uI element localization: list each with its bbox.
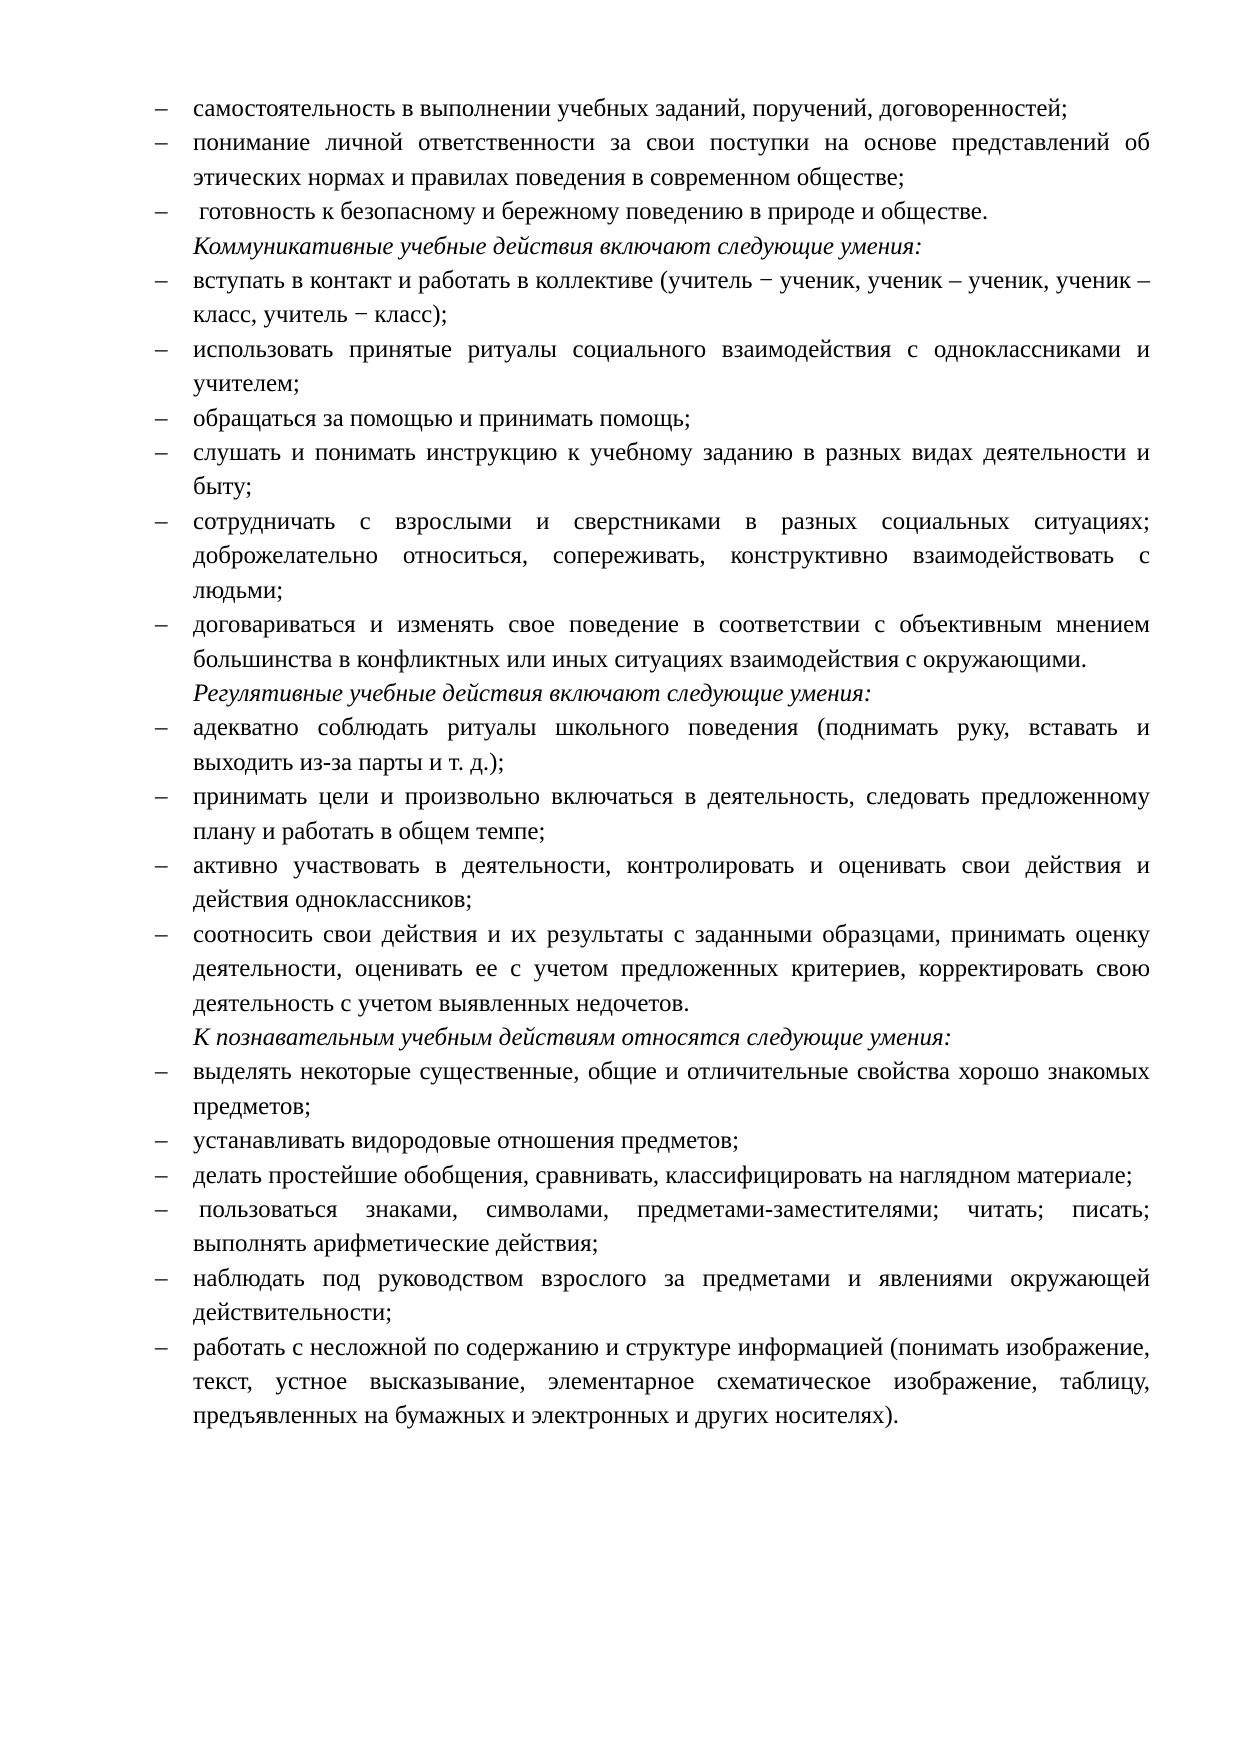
list-item bbox=[155, 711, 1150, 780]
bullet-dash: – bbox=[155, 1264, 168, 1292]
list-item-text: соотносить свои действия и их результаты с заданными образцами, принимать оценку деятельности, оценивать ее с учетом предложенных критериев, корректировать свою деятельность с учетом выявленных недочетов. bbox=[193, 920, 1150, 1017]
list-item bbox=[155, 195, 1150, 229]
bullet-dash: – bbox=[155, 507, 168, 535]
list-item-text: вступать в контакт и работать в коллективе (учитель − ученик, ученик – ученик, ученик – класс, учитель − класс); bbox=[193, 267, 1150, 329]
list-item-text: сотрудничать с взрослыми и сверстниками в разных социальных ситуациях; доброжелательно относиться, сопереживать, конструктивно взаимодействовать с людьми; bbox=[193, 507, 1150, 604]
list-item-text: устанавливать видородовые отношения предметов; bbox=[193, 1127, 740, 1155]
bullet-dash: – bbox=[155, 1196, 168, 1223]
bullet-dash: – bbox=[155, 267, 168, 295]
bullet-dash: – bbox=[155, 1333, 168, 1361]
list-item bbox=[155, 608, 1150, 677]
list-item bbox=[155, 264, 1150, 333]
list-item-text: адекватно соблюдать ритуалы школьного поведения (поднимать руку, вставать и выходить из-за парты и т. д.); bbox=[193, 714, 1150, 776]
list-item bbox=[155, 1159, 1150, 1193]
list-item-text: понимание личной ответственности за свои поступки на основе представлений об этических нормах и правилах поведения в современном обществе; bbox=[193, 129, 1150, 191]
list-item bbox=[155, 436, 1150, 505]
bullet-dash: – bbox=[155, 198, 168, 226]
list-item bbox=[155, 402, 1150, 436]
bullet-dash: – bbox=[155, 404, 168, 432]
section-heading-regulatory: Регулятивные учебные действия включают следующие умения: bbox=[193, 679, 873, 707]
bullet-dash: – bbox=[155, 129, 168, 157]
list-item-text: самостоятельность в выполнении учебных заданий, поручений, договоренностей; bbox=[193, 95, 1068, 122]
bullet-dash: – bbox=[155, 714, 168, 742]
list-item-text: обращаться за помощью и принимать помощь; bbox=[193, 404, 691, 432]
list-item-text: принимать цели и произвольно включаться в деятельность, следовать предложенному плану и работать в общем темпе; bbox=[193, 783, 1150, 845]
list-item bbox=[155, 126, 1150, 195]
list-item bbox=[155, 1124, 1150, 1158]
list-item-text: активно участвовать в деятельности, контролировать и оценивать свои действия и действия одноклассников; bbox=[193, 851, 1150, 914]
list-item bbox=[155, 849, 1150, 918]
list-item bbox=[155, 333, 1150, 402]
bullet-dash: – bbox=[155, 1127, 168, 1155]
bullet-dash: – bbox=[155, 611, 168, 639]
list-item-text: слушать и понимать инструкцию к учебному заданию в разных видах деятельности и быту; bbox=[193, 439, 1150, 501]
list-item-text: пользоваться знаками, символами, предметами-заместителями; читать; писать; выполнять арифметические действия; bbox=[193, 1196, 1150, 1258]
list-item bbox=[155, 918, 1150, 1021]
list-item bbox=[155, 780, 1150, 849]
list-item bbox=[155, 92, 1150, 126]
list-item bbox=[155, 1193, 1150, 1262]
list-item-text: выделять некоторые существенные, общие и отличительные свойства хорошо знакомых предметов; bbox=[193, 1058, 1150, 1120]
list-item-text: использовать принятые ритуалы социального взаимодействия с одноклассниками и учителем; bbox=[193, 335, 1150, 398]
list-item bbox=[155, 1331, 1150, 1434]
bullet-dash: – bbox=[155, 335, 168, 363]
list-item-text: готовность к безопасному и бережному поведению в природе и обществе. bbox=[199, 198, 989, 226]
bullet-dash: – bbox=[155, 920, 168, 948]
bullet-dash: – bbox=[155, 851, 168, 879]
list-item bbox=[155, 1055, 1150, 1124]
list-item bbox=[155, 1262, 1150, 1331]
bullet-dash: – bbox=[155, 95, 168, 122]
bullet-dash: – bbox=[155, 1058, 168, 1086]
document-page bbox=[155, 92, 1150, 1434]
list-item-text: делать простейшие обобщения, сравнивать, классифицировать на наглядном материале; bbox=[193, 1161, 1133, 1189]
list-item-text: договариваться и изменять свое поведение в соответствии с объективным мнением большинства в конфликтных или иных ситуациях взаимодействия с окружающими. bbox=[193, 611, 1150, 673]
section-heading-cognitive: К познавательным учебным действиям относятся следующие умения: bbox=[193, 1023, 952, 1051]
section-heading-communicative: Коммуникативные учебные действия включают следующие умения: bbox=[193, 232, 923, 260]
list-item-text: работать с несложной по содержанию и структуре информацией (понимать изображение, текст, устное высказывание, элементарное схематическое изображение, таблицу, предъявленных на бумажных и электронных и других носителях). bbox=[193, 1333, 1150, 1430]
bullet-dash: – bbox=[155, 783, 168, 811]
bullet-dash: – bbox=[155, 1161, 168, 1189]
list-item-text: наблюдать под руководством взрослого за предметами и явлениями окружающей действительности; bbox=[193, 1264, 1150, 1327]
list-item bbox=[155, 505, 1150, 608]
bullet-dash: – bbox=[155, 439, 168, 467]
